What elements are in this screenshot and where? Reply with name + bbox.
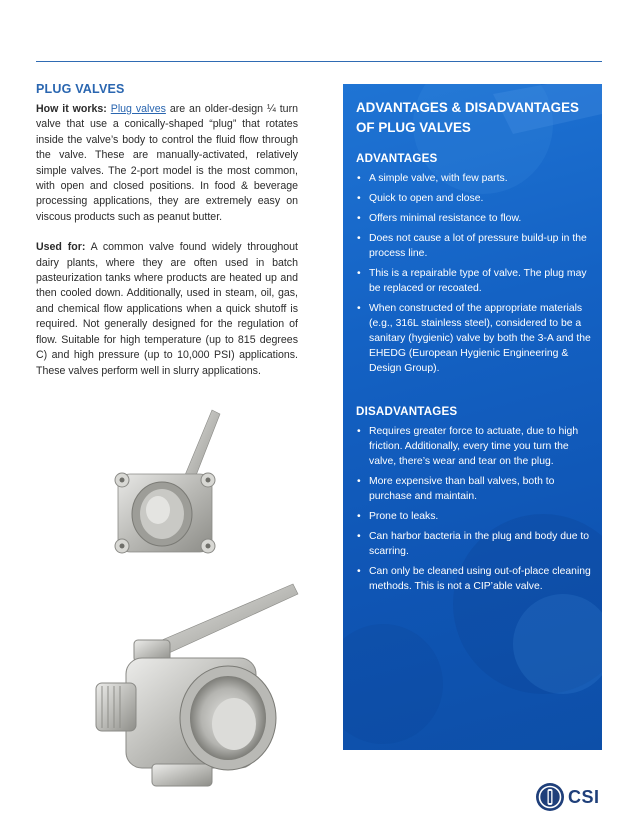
how-it-works-label: How it works: [36,103,107,115]
how-it-works-text: are an older-design ¼ turn valve that use a conically-shaped “plug” that rotates inside the valve’s body to control the fluid flow through the valve. These are manually-activated, relatively simple valves. The 2-port model is the most common, with open and closed positions. In food & beverage processing applications, they are extremely easy on viscous products such as peanut butter. [36,103,298,223]
used-for-paragraph [36,240,298,379]
list-item: • Does not cause a lot of pressure build-up in the process line. [356,231,592,261]
disadvantages-list [356,424,592,594]
list-item: • More expensive than ball valves, both to purchase and maintain. [356,474,592,504]
two-port-plug-valve-image [100,400,230,570]
top-divider [36,61,602,62]
panel-content [356,98,592,599]
list-item: • Requires greater force to actuate, due to high friction. Additionally, every time you turn the valve, there’s wear and tear on the plug. [356,424,592,469]
how-it-works-paragraph [36,102,298,225]
list-item: • Offers minimal resistance to flow. [356,211,592,226]
csi-logo-icon [535,782,565,812]
advantages-list [356,171,592,376]
list-item: • When constructed of the appropriate materials (e.g., 316L stainless steel), considered to be a sanitary (hygienic) valve by both the 3-A and the EHEDG (European Hygienic Engineering & Design Group). [356,301,592,376]
list-item: • Can harbor bacteria in the plug and body due to scarring. [356,529,592,559]
panel-title: ADVANTAGES & DISADVANTAGES OF PLUG VALVES [356,100,579,135]
logo-text: CSI [568,786,600,807]
list-item: • Quick to open and close. [356,191,592,206]
disadvantages-heading: DISADVANTAGES [356,405,458,418]
left-column [36,82,298,394]
list-item: • Can only be cleaned using out-of-place cleaning methods. This is not a CIP’able valve. [356,564,592,594]
advantages-heading: ADVANTAGES [356,152,438,165]
used-for-label: Used for: [36,241,86,254]
list-item: • Prone to leaks. [356,509,592,524]
used-for-text: A common valve found widely throughout dairy plants, where they are often used in batch pasteurization tanks where products are heated up and then cooled down. Additionally, used in steam, oil, gas, and chemical flow applications when a quick shutoff is required. Not generally designed for the regulation of flow. Suitable for high temperature (up to 815 degrees C) and high pressure (up to 10,000 PSI) applications. These valves perform well in slurry applications. [36,241,299,377]
plug-valves-link[interactable]: Plug valves [110,103,166,115]
section-title: PLUG VALVES [36,82,125,96]
three-way-plug-valve-image [88,578,308,793]
csi-logo [535,782,600,812]
advantages-disadvantages-panel [343,84,602,750]
list-item: • This is a repairable type of valve. The plug may be replaced or recoated. [356,266,592,296]
list-item: • A simple valve, with few parts. [356,171,592,186]
